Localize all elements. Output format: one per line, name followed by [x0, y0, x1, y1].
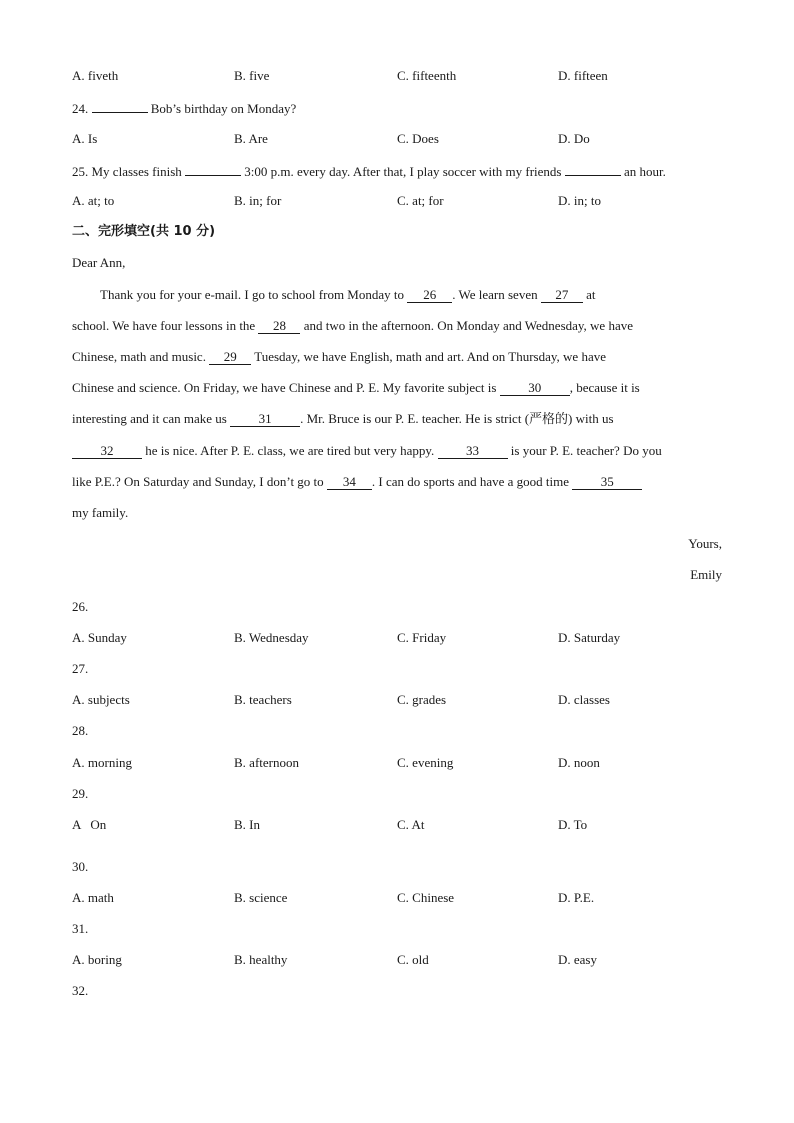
- letter-signature: Emily: [690, 567, 722, 582]
- question-number: 31.: [72, 921, 89, 936]
- blank-33: 33: [438, 444, 508, 459]
- blank-27: 27: [541, 288, 583, 303]
- option-d: D. classes: [558, 692, 610, 707]
- option-c: C. At: [397, 817, 425, 832]
- option-c: C. grades: [397, 692, 447, 707]
- q24-option-a: A. Is: [72, 131, 98, 146]
- question-options: [72, 692, 732, 708]
- section-title: 二、完形填空(共 10 分): [72, 224, 216, 239]
- blank-29: 29: [209, 350, 251, 365]
- letter-line-4: [72, 380, 640, 396]
- question-number: 27.: [72, 661, 89, 676]
- question-number: 26.: [72, 599, 89, 614]
- letter-line-3: [72, 349, 606, 365]
- q25-prefix: 25. My classes finish: [72, 164, 186, 179]
- letter-text: at: [582, 287, 596, 302]
- letter-line-6: [72, 443, 662, 459]
- q24-question: [72, 99, 296, 117]
- option-a: A. math: [72, 890, 114, 905]
- question-options: [72, 952, 732, 968]
- question-options: [72, 817, 732, 833]
- q25-mid: 3:00 p.m. every day. After that, I play soccer with my friends: [241, 164, 565, 179]
- q24-option-c: C. Does: [397, 131, 439, 146]
- letter-text: he is nice. After P. E. class, we are tired but very happy.: [142, 443, 438, 458]
- q25-option-b: B. in; for: [234, 193, 282, 208]
- letter-greeting: Dear Ann,: [72, 255, 126, 270]
- option-d: D. P.E.: [558, 890, 595, 905]
- question-options: [72, 755, 732, 771]
- letter-line-5: [72, 411, 614, 427]
- option-d: D. Saturday: [558, 630, 621, 645]
- option-a: A. boring: [72, 952, 122, 967]
- option-b: B. science: [234, 890, 288, 905]
- question-number: 30.: [72, 859, 89, 874]
- question-number: 29.: [72, 786, 89, 801]
- q25-option-c: C. at; for: [397, 193, 444, 208]
- option-b: B. Wednesday: [234, 630, 309, 645]
- letter-text: Tuesday, we have English, math and art. And on Thursday, we have: [251, 349, 606, 364]
- q25-question: [72, 162, 666, 180]
- option-a: A. morning: [72, 755, 132, 770]
- option-b: B. In: [234, 817, 260, 832]
- letter-text: school. We have four lessons in the: [72, 318, 259, 333]
- blank-26: 26: [407, 288, 452, 303]
- q25-blank-1: [185, 162, 241, 176]
- letter-text: is your P. E. teacher? Do you: [507, 443, 662, 458]
- q23-option-d: D. fifteen: [558, 68, 608, 83]
- q25-rest: an hour.: [620, 164, 666, 179]
- question-options: [72, 890, 732, 906]
- option-b: B. teachers: [234, 692, 292, 707]
- letter-text: like P.E.? On Saturday and Sunday, I don’t go to: [72, 474, 327, 489]
- option-b: B. afternoon: [234, 755, 299, 770]
- letter-text: . Mr. Bruce is our P. E. teacher. He is strict (严格的) with us: [300, 411, 614, 426]
- q24-options: [72, 131, 732, 147]
- option-c: C. evening: [397, 755, 454, 770]
- option-c: C. Friday: [397, 630, 447, 645]
- question-options: [72, 630, 732, 646]
- option-a: A. Sunday: [72, 630, 127, 645]
- q23-option-c: C. fifteenth: [397, 68, 457, 83]
- q24-prefix: 24.: [72, 101, 92, 116]
- q24-rest: Bob’s birthday on Monday?: [147, 101, 297, 116]
- q23-option-b: B. five: [234, 68, 270, 83]
- letter-text: Chinese, math and music.: [72, 349, 210, 364]
- q24-blank: [92, 99, 148, 113]
- letter-text: . I can do sports and have a good time: [371, 474, 573, 489]
- letter-text: Thank you for your e-mail. I go to school from Monday to: [100, 287, 408, 302]
- letter-text: Chinese and science. On Friday, we have Chinese and P. E. My favorite subject is: [72, 380, 500, 395]
- option-a: A. subjects: [72, 692, 130, 707]
- q23-option-a: A. fiveth: [72, 68, 119, 83]
- blank-31: 31: [230, 412, 300, 427]
- option-c: C. Chinese: [397, 890, 455, 905]
- letter-text: interesting and it can make us: [72, 411, 231, 426]
- q25-options: [72, 193, 732, 209]
- blank-32: 32: [72, 444, 142, 459]
- letter-text: . We learn seven: [452, 287, 541, 302]
- question-number: 28.: [72, 723, 89, 738]
- letter-closing: Yours,: [688, 536, 722, 551]
- letter-text: , because it is: [569, 380, 640, 395]
- option-d: D. easy: [558, 952, 597, 967]
- blank-28: 28: [258, 319, 300, 334]
- option-d: D. noon: [558, 755, 600, 770]
- blank-34: 34: [327, 475, 372, 490]
- letter-text: and two in the afternoon. On Monday and Wednesday, we have: [300, 318, 633, 333]
- blank-30: 30: [500, 381, 570, 396]
- q24-option-b: B. Are: [234, 131, 268, 146]
- letter-line-7: [72, 474, 642, 490]
- question-number: 32.: [72, 983, 89, 998]
- letter-line-1: [100, 287, 596, 303]
- q25-option-d: D. in; to: [558, 193, 601, 208]
- option-b: B. healthy: [234, 952, 288, 967]
- q25-option-a: A. at; to: [72, 193, 115, 208]
- option-a: A On: [72, 817, 107, 832]
- q24-option-d: D. Do: [558, 131, 590, 146]
- letter-line-8: my family.: [72, 505, 129, 520]
- option-d: D. To: [558, 817, 588, 832]
- option-c: C. old: [397, 952, 429, 967]
- q23-options: [72, 68, 732, 84]
- q25-blank-2: [565, 162, 621, 176]
- blank-35: 35: [572, 475, 642, 490]
- letter-line-2: [72, 318, 633, 334]
